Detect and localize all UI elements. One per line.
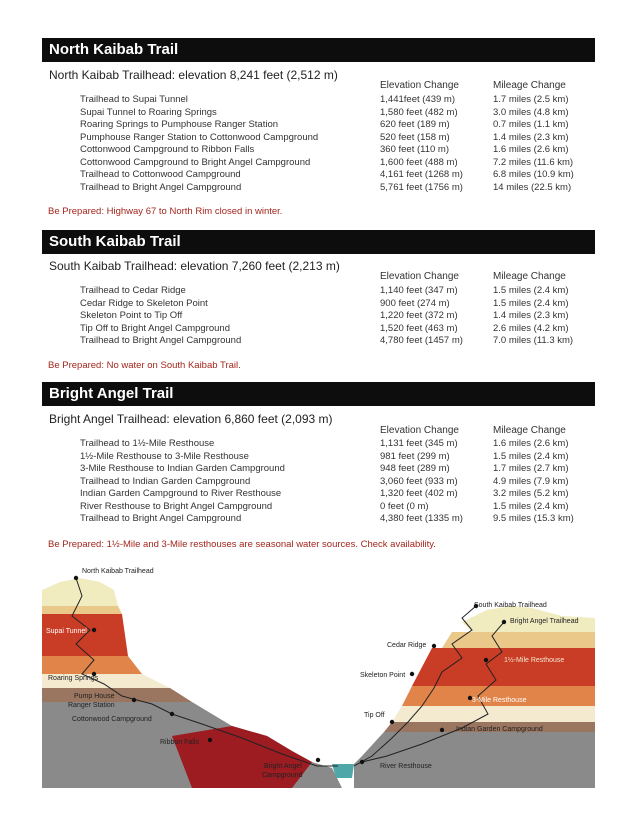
mileage-change-header: Mileage Change xyxy=(493,425,566,436)
elevation-change-header: Elevation Change xyxy=(380,271,459,282)
marker-supai-tunnel xyxy=(92,628,96,632)
table-row-elevation: 1,220 feet (372 m) xyxy=(380,310,458,321)
table-row-elevation: 520 feet (158 m) xyxy=(380,131,450,143)
label-tip-off: Tip Off xyxy=(364,712,385,719)
table-row-mileage: 14 miles (22.5 km) xyxy=(493,181,572,193)
table-row-mileage: 2.6 miles (4.2 km) xyxy=(493,322,569,334)
label-skeleton-point: Skeleton Point xyxy=(360,672,406,679)
bright-angel-section xyxy=(42,382,595,554)
table-row-mileage: 1.6 miles (2.6 km) xyxy=(493,144,569,155)
label-indian-garden: Indian Garden Campground xyxy=(456,726,543,733)
table-row-mileage: 1.6 miles (2.6 km) xyxy=(493,438,569,449)
table-row-segment: Cottonwood Campground to Bright Angel Campground xyxy=(80,156,311,168)
table-row-elevation: 900 feet (274 m) xyxy=(380,297,450,309)
south-rim-layer-cream xyxy=(392,706,595,722)
north-kaibab-trailhead: North Kaibab Trailhead: elevation 8,241 feet (2,512 m) xyxy=(49,68,338,82)
table-row-mileage: 1.5 miles (2.4 km) xyxy=(493,450,569,462)
table-row-segment: Trailhead to Bright Angel Campground xyxy=(80,513,242,524)
label-bright-angel-cg-1: Bright Angel xyxy=(264,763,302,770)
table-row-segment: Trailhead to Bright Angel Campground xyxy=(80,181,242,193)
north-kaibab-section xyxy=(42,38,595,218)
table-row-mileage: 1.7 miles (2.7 km) xyxy=(493,463,569,474)
table-row-elevation: 981 feet (299 m) xyxy=(380,450,450,462)
table-row-elevation: 1,140 feet (347 m) xyxy=(380,285,458,296)
table-row-mileage: 9.5 miles (15.3 km) xyxy=(493,513,574,524)
north-rim-layer-brown xyxy=(42,688,192,702)
marker-north-trailhead xyxy=(74,576,78,580)
label-cedar-ridge: Cedar Ridge xyxy=(387,642,427,649)
table-row-elevation: 1,131 feet (345 m) xyxy=(380,438,458,449)
table-row-mileage: 1.7 miles (2.5 km) xyxy=(493,94,569,105)
marker-indian-garden xyxy=(440,728,444,732)
mileage-change-header: Mileage Change xyxy=(493,271,566,282)
north-rim-layer-tan xyxy=(42,606,122,614)
south-kaibab-title: South Kaibab Trail xyxy=(42,230,595,254)
label-ranger-station: Ranger Station xyxy=(68,702,115,709)
table-row-mileage: 1.5 miles (2.4 km) xyxy=(493,500,569,512)
table-row-segment: Trailhead to Cedar Ridge xyxy=(80,285,186,296)
table-row-mileage: 1.5 miles (2.4 km) xyxy=(493,285,569,296)
south-rim-layer-red xyxy=(412,648,595,686)
canyon-cross-section-diagram xyxy=(42,556,595,788)
elevation-change-header: Elevation Change xyxy=(380,425,459,436)
table-row-mileage: 4.9 miles (7.9 km) xyxy=(493,475,569,487)
table-row-segment: Trailhead to 1½-Mile Resthouse xyxy=(80,438,215,449)
table-row-segment: Cedar Ridge to Skeleton Point xyxy=(80,297,208,309)
table-row-segment: 3-Mile Resthouse to Indian Garden Campground xyxy=(80,463,285,474)
mileage-change-header: Mileage Change xyxy=(493,80,566,91)
table-row-mileage: 1.4 miles (2.3 km) xyxy=(493,131,569,143)
table-row-mileage: 7.0 miles (11.3 km) xyxy=(493,335,574,346)
label-ribbon-falls: Ribbon Falls xyxy=(160,739,199,746)
label-roaring-springs: Roaring Springs xyxy=(48,675,99,682)
marker-skeleton-point xyxy=(410,672,414,676)
bright-angel-prepared-note: Be Prepared: 1½-Mile and 3-Mile resthouses are seasonal water sources. Check availability. xyxy=(48,539,436,550)
table-row-segment: Indian Garden Campground to River Resthouse xyxy=(80,488,282,499)
marker-tip-off xyxy=(390,720,394,724)
label-bright-angel-trailhead: Bright Angel Trailhead xyxy=(510,618,579,625)
table-row-segment: Tip Off to Bright Angel Campground xyxy=(80,322,230,334)
table-row-mileage: 0.7 miles (1.1 km) xyxy=(493,119,569,130)
table-row-mileage: 7.2 miles (11.6 km) xyxy=(493,156,574,168)
table-row-segment: Trailhead to Bright Angel Campground xyxy=(80,335,242,346)
label-mile15-resthouse: 1½-Mile Resthouse xyxy=(504,657,565,664)
table-row-segment: River Resthouse to Bright Angel Campground xyxy=(80,500,273,512)
south-kaibab-prepared-note: Be Prepared: No water on South Kaibab Trail. xyxy=(48,360,241,371)
table-row-elevation: 5,761 feet (1756 m) xyxy=(380,181,463,193)
label-river-resthouse: River Resthouse xyxy=(380,763,432,770)
table-row-segment: Cottonwood Campground to Ribbon Falls xyxy=(80,144,255,155)
table-row-elevation: 3,060 feet (933 m) xyxy=(380,475,458,487)
table-row-segment: Pumphouse Ranger Station to Cottonwood Campground xyxy=(80,131,319,143)
table-row-elevation: 1,520 feet (463 m) xyxy=(380,322,458,334)
marker-bright-angel-cg xyxy=(316,758,320,762)
label-south-trailhead: South Kaibab Trailhead xyxy=(474,602,547,609)
label-cottonwood: Cottonwood Campground xyxy=(72,716,152,723)
label-mile3-resthouse: 3-Mile Resthouse xyxy=(472,697,527,704)
bright-angel-title: Bright Angel Trail xyxy=(42,382,595,406)
marker-mile15-resthouse xyxy=(484,658,488,662)
table-row-elevation: 620 feet (189 m) xyxy=(380,119,450,130)
north-kaibab-prepared-note: Be Prepared: Highway 67 to North Rim closed in winter. xyxy=(48,206,283,217)
table-row-mileage: 3.0 miles (4.8 km) xyxy=(493,106,569,118)
south-kaibab-section xyxy=(42,230,595,375)
marker-ribbon-falls xyxy=(208,738,212,742)
table-row-segment: Trailhead to Indian Garden Campground xyxy=(80,475,251,487)
table-row-segment: Supai Tunnel to Roaring Springs xyxy=(80,106,217,118)
bright-angel-trailhead: Bright Angel Trailhead: elevation 6,860 feet (2,093 m) xyxy=(49,412,333,426)
marker-bright-angel-trailhead xyxy=(502,620,506,624)
table-row-elevation: 4,380 feet (1335 m) xyxy=(380,513,463,524)
table-row-segment: Roaring Springs to Pumphouse Ranger Station xyxy=(80,119,279,130)
table-row-segment: 1½-Mile Resthouse to 3-Mile Resthouse xyxy=(80,450,249,462)
table-row-elevation: 4,780 feet (1457 m) xyxy=(380,335,463,346)
label-bright-angel-cg-2: Campground xyxy=(262,772,303,779)
table-row-segment: Trailhead to Supai Tunnel xyxy=(80,94,188,105)
north-kaibab-title: North Kaibab Trail xyxy=(42,38,595,62)
table-row-segment: Skeleton Point to Tip Off xyxy=(80,310,183,321)
marker-cottonwood xyxy=(170,712,174,716)
table-row-elevation: 1,441feet (439 m) xyxy=(380,94,455,105)
label-north-trailhead: North Kaibab Trailhead xyxy=(82,568,154,575)
elevation-change-header: Elevation Change xyxy=(380,80,459,91)
label-pump-house: Pump House xyxy=(74,693,115,700)
table-row-mileage: 6.8 miles (10.9 km) xyxy=(493,169,574,180)
table-row-elevation: 0 feet (0 m) xyxy=(380,500,429,512)
table-row-mileage: 3.2 miles (5.2 km) xyxy=(493,488,569,499)
table-row-elevation: 1,600 feet (488 m) xyxy=(380,156,458,168)
south-kaibab-trailhead: South Kaibab Trailhead: elevation 7,260 feet (2,213 m) xyxy=(49,259,340,273)
table-row-mileage: 1.5 miles (2.4 km) xyxy=(493,297,569,309)
south-rim-layer-gray xyxy=(354,732,595,788)
table-row-segment: Trailhead to Cottonwood Campground xyxy=(80,169,241,180)
label-supai-tunnel: Supai Tunnel xyxy=(46,628,87,635)
table-row-elevation: 1,580 feet (482 m) xyxy=(380,106,458,118)
marker-cedar-ridge xyxy=(432,644,436,648)
table-row-elevation: 4,161 feet (1268 m) xyxy=(380,169,463,180)
marker-river-resthouse xyxy=(360,760,364,764)
table-row-elevation: 1,320 feet (402 m) xyxy=(380,488,458,499)
table-row-elevation: 948 feet (289 m) xyxy=(380,463,450,474)
table-row-elevation: 360 feet (110 m) xyxy=(380,144,450,155)
marker-pump-house xyxy=(132,698,136,702)
table-row-mileage: 1.4 miles (2.3 km) xyxy=(493,310,569,321)
